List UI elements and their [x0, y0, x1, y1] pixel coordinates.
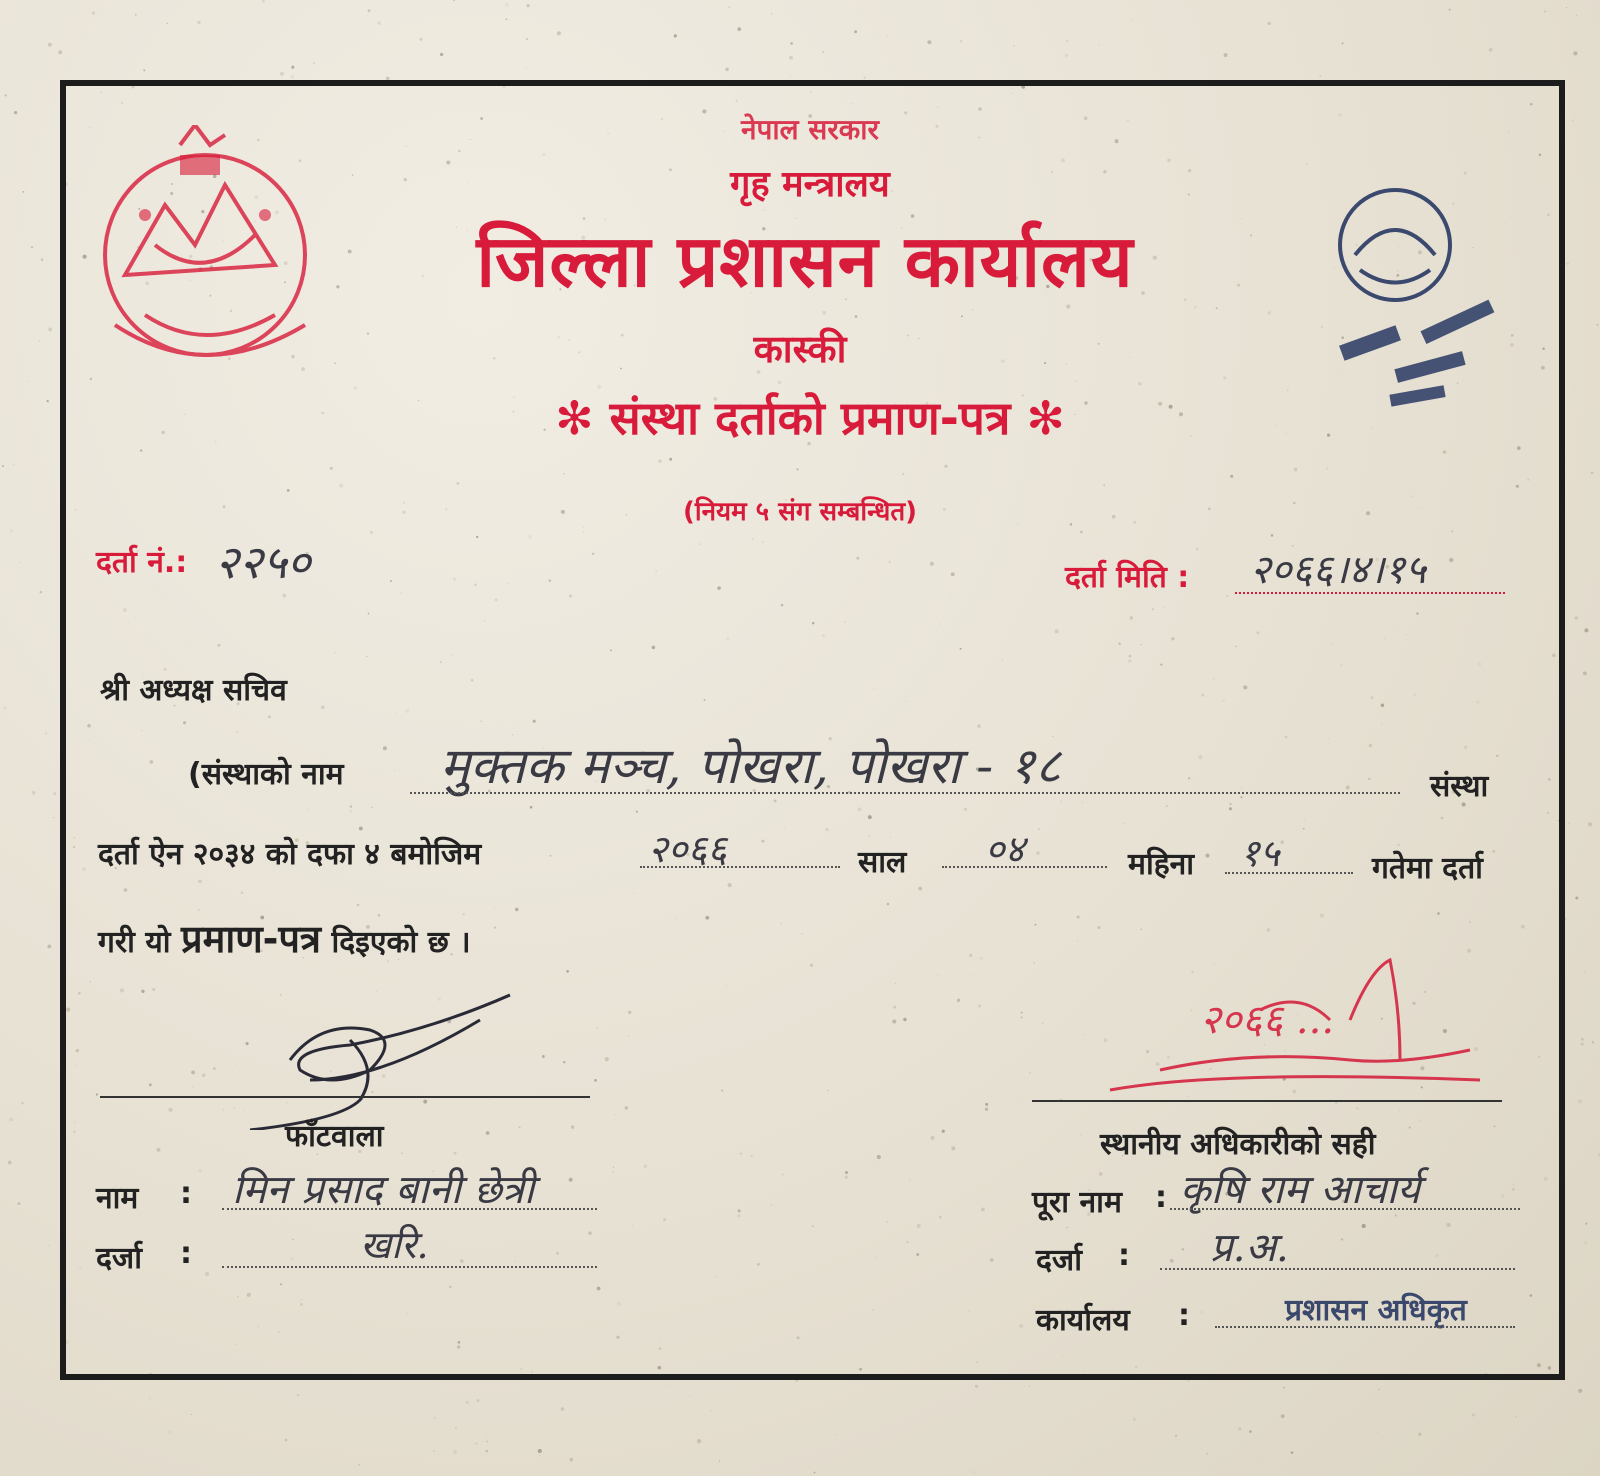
day-dots	[1225, 872, 1353, 874]
paper-speck	[455, 1427, 457, 1429]
right-name-dots	[1170, 1208, 1520, 1210]
left-rank-dots	[222, 1266, 597, 1268]
registration-date-label: दर्ता मिति :	[1065, 560, 1190, 595]
paper-speck	[1489, 48, 1493, 52]
paper-speck	[135, 14, 137, 16]
paper-speck	[23, 191, 25, 193]
paper-speck	[1188, 1380, 1189, 1381]
paper-speck	[539, 1455, 540, 1456]
paper-speck	[1206, 1452, 1208, 1454]
paper-speck	[1578, 1389, 1582, 1393]
right-rank-colon: :	[1118, 1238, 1130, 1273]
paper-speck	[475, 1442, 477, 1444]
paper-speck	[45, 732, 47, 734]
paper-speck	[466, 1401, 469, 1404]
paper-speck	[485, 1450, 488, 1453]
paper-speck	[960, 40, 963, 43]
paper-speck	[1319, 75, 1321, 77]
paper-speck	[1584, 1241, 1588, 1245]
closing-line	[98, 912, 471, 964]
paper-speck	[453, 1450, 457, 1454]
paper-speck	[1131, 19, 1132, 20]
paper-speck	[291, 66, 294, 69]
paper-speck	[105, 1458, 106, 1459]
paper-speck	[453, 0, 455, 1]
closing-bold: प्रमाण-पत्र	[181, 917, 321, 961]
paper-speck	[1342, 42, 1344, 44]
registration-date-underline	[1235, 592, 1505, 594]
paper-speck	[38, 340, 40, 342]
paper-speck	[41, 258, 44, 261]
paper-speck	[863, 76, 865, 78]
paper-speck	[197, 21, 200, 24]
paper-speck	[1544, 10, 1546, 12]
paper-speck	[20, 562, 21, 563]
paper-speck	[1224, 53, 1228, 57]
paper-speck	[538, 1449, 542, 1453]
district-label: कास्की	[753, 327, 847, 371]
left-rank-label: दर्जा	[96, 1241, 142, 1276]
paper-speck	[440, 53, 443, 56]
paper-speck	[790, 76, 792, 78]
paper-speck	[1472, 1413, 1475, 1416]
paper-speck	[570, 1458, 573, 1461]
paper-speck	[858, 1436, 859, 1437]
closing-prefix: गरी यो	[98, 925, 171, 960]
paper-speck	[1572, 119, 1574, 121]
paper-speck	[1591, 471, 1594, 474]
paper-speck	[1133, 1418, 1136, 1421]
paper-speck	[313, 62, 315, 64]
paper-speck	[47, 945, 51, 949]
paper-speck	[47, 400, 49, 402]
registration-number-label: दर्ता नं.:	[96, 545, 188, 580]
org-name-value: मुक्तक मञ्च, पोखरा, पोखरा - १८	[440, 737, 1062, 795]
paper-speck	[48, 43, 52, 47]
paper-speck	[9, 1118, 13, 1122]
right-signature-line	[1032, 1100, 1502, 1102]
certificate-title-text: संस्था दर्ताको प्रमाण-पत्र	[609, 391, 1011, 445]
right-rank-value: प्र.अ.	[1210, 1225, 1289, 1271]
paper-speck	[1291, 1451, 1294, 1454]
right-office-value: प्रशासन अधिकृत	[1285, 1293, 1467, 1328]
paper-speck	[433, 1451, 434, 1452]
paper-speck	[557, 31, 561, 35]
paper-speck	[1238, 1427, 1241, 1430]
paper-speck	[972, 1471, 975, 1474]
paper-speck	[1592, 1041, 1595, 1044]
org-suffix: संस्था	[1430, 769, 1489, 804]
paper-speck	[710, 1410, 711, 1411]
paper-speck	[487, 1436, 489, 1438]
paper-speck	[233, 1435, 234, 1436]
nepal-emblem-icon	[85, 125, 325, 375]
paper-speck	[1585, 1223, 1587, 1225]
right-signature-date: २०६६ ...	[1200, 997, 1335, 1043]
paper-speck	[1065, 54, 1068, 57]
flower-icon: ✻	[1026, 391, 1065, 445]
paper-speck	[725, 68, 729, 72]
paper-speck	[191, 1414, 192, 1415]
paper-speck	[143, 69, 145, 71]
salutation: श्री अध्यक्ष सचिव	[100, 673, 287, 708]
paper-speck	[674, 34, 677, 37]
day-value: १५	[1240, 831, 1280, 875]
paper-speck	[297, 1394, 299, 1396]
paper-speck	[1175, 1434, 1177, 1436]
paper-speck	[5, 94, 7, 96]
paper-speck	[285, 1439, 288, 1442]
paper-speck	[836, 1434, 838, 1436]
paper-speck	[167, 23, 168, 24]
left-signature-line	[100, 1096, 590, 1098]
paper-speck	[1581, 1043, 1584, 1046]
paper-speck	[1029, 1386, 1030, 1387]
right-office-label: कार्यालय	[1036, 1303, 1130, 1338]
paper-speck	[48, 327, 52, 331]
day-label: गतेमा दर्ता	[1372, 851, 1483, 886]
left-signature	[230, 990, 530, 1130]
org-name-label: (संस्थाको नाम	[188, 757, 344, 792]
paper-speck	[53, 792, 56, 795]
right-rank-label: दर्जा	[1036, 1243, 1082, 1278]
paper-speck	[10, 530, 13, 533]
paper-speck	[1098, 44, 1099, 45]
paper-speck	[1597, 21, 1598, 22]
registration-number-value: २२५०	[215, 535, 311, 589]
paper-speck	[419, 38, 422, 41]
paper-speck	[26, 380, 28, 382]
paper-speck	[1566, 7, 1567, 8]
certificate-title	[400, 386, 1220, 448]
registration-date-value: २०६६।४।१५	[1250, 547, 1426, 593]
left-name-colon: :	[180, 1176, 192, 1211]
paper-speck	[1575, 896, 1578, 899]
paper-speck	[669, 1384, 670, 1385]
paper-speck	[1584, 972, 1585, 973]
right-name-label: पूरा नाम	[1032, 1185, 1122, 1220]
closing-suffix: दिइएको छ ।	[331, 925, 471, 960]
paper-speck	[719, 1461, 720, 1462]
paper-speck	[1449, 9, 1451, 11]
paper-speck	[434, 1417, 436, 1419]
right-office-dots	[1215, 1326, 1515, 1328]
paper-speck	[1573, 51, 1577, 55]
paper-speck	[358, 1464, 360, 1466]
left-rank-value: खरि.	[360, 1223, 429, 1267]
paper-speck	[561, 1407, 565, 1411]
ministry-label: गृह मन्त्रालय	[730, 164, 890, 205]
paper-speck	[368, 9, 371, 12]
paper-speck	[728, 6, 730, 8]
paper-speck	[280, 72, 284, 76]
paper-speck	[815, 1458, 816, 1459]
left-name-dots	[222, 1208, 597, 1210]
paper-speck	[1047, 11, 1048, 12]
paper-speck	[690, 1395, 691, 1396]
paper-speck	[262, 0, 265, 3]
paper-speck	[814, 1472, 816, 1474]
paper-speck	[1574, 390, 1575, 391]
right-office-colon: :	[1178, 1298, 1190, 1333]
paper-speck	[40, 591, 43, 594]
paper-speck	[685, 57, 686, 58]
paper-speck	[1418, 1433, 1421, 1436]
paper-speck	[8, 1161, 12, 1165]
paper-speck	[1283, 1387, 1285, 1389]
paper-speck	[975, 1385, 978, 1388]
paper-speck	[92, 11, 95, 14]
paper-speck	[1581, 1038, 1584, 1041]
paper-speck	[707, 20, 708, 21]
year-value: २०६६	[648, 827, 728, 871]
office-title: जिल्ला प्रशासन कार्यालय	[476, 219, 1134, 303]
rule-note: (नियम ५ संग सम्बन्धित)	[682, 497, 918, 527]
paper-speck	[697, 1439, 701, 1443]
paper-speck	[1268, 22, 1271, 25]
org-name-dots	[410, 792, 1400, 794]
month-value: ०४	[985, 827, 1025, 871]
paper-speck	[377, 21, 380, 24]
paper-speck	[1568, 823, 1569, 824]
flower-icon: ✻	[555, 391, 594, 445]
paper-speck	[30, 1467, 31, 1468]
paper-speck	[477, 1399, 480, 1402]
paper-speck	[58, 50, 62, 54]
month-dots	[942, 866, 1107, 868]
right-role: स्थानीय अधिकारीको सही	[1100, 1127, 1376, 1162]
paper-speck	[31, 246, 33, 248]
paper-speck	[1066, 40, 1068, 42]
paper-speck	[1515, 1416, 1517, 1418]
paper-speck	[506, 18, 508, 20]
paper-speck	[168, 1431, 171, 1434]
act-text: दर्ता ऐन २०३४ को दफा ४ बमोजिम	[98, 837, 482, 872]
paper-speck	[2, 465, 4, 467]
paper-speck	[14, 111, 17, 114]
left-rank-colon: :	[180, 1236, 192, 1271]
paper-speck	[1259, 1463, 1260, 1464]
paper-speck	[49, 1245, 50, 1246]
paper-speck	[525, 67, 526, 68]
month-label: महिना	[1128, 847, 1195, 882]
paper-speck	[170, 1399, 171, 1400]
left-role: फाँटवाला	[285, 1119, 384, 1154]
paper-speck	[291, 75, 295, 79]
paper-speck	[1249, 1430, 1252, 1433]
paper-speck	[1583, 672, 1587, 676]
paper-speck	[1584, 628, 1588, 632]
paper-speck	[1567, 262, 1569, 264]
paper-speck	[927, 40, 931, 44]
paper-speck	[4, 707, 6, 709]
paper-speck	[1014, 45, 1015, 46]
paper-speck	[17, 1202, 20, 1205]
paper-speck	[1575, 616, 1579, 620]
right-name-value: कृषि राम आचार्य	[1180, 1167, 1421, 1213]
paper-speck	[1281, 1414, 1285, 1418]
year-dots	[640, 866, 840, 868]
paper-speck	[1576, 917, 1577, 918]
paper-speck	[505, 3, 509, 7]
paper-speck	[771, 13, 772, 14]
paper-speck	[806, 1412, 807, 1413]
paper-speck	[526, 4, 529, 7]
paper-speck	[785, 1397, 786, 1398]
paper-speck	[790, 42, 793, 45]
office-seal-icon	[1320, 185, 1545, 425]
left-name-label: नाम	[96, 1181, 139, 1216]
paper-speck	[53, 817, 54, 818]
left-name-value: मिन प्रसाद बानी छेत्री	[232, 1167, 535, 1213]
paper-speck	[1576, 15, 1577, 16]
paper-speck	[1378, 1389, 1379, 1390]
paper-speck	[854, 30, 857, 33]
paper-speck	[849, 1381, 850, 1382]
paper-speck	[950, 57, 951, 58]
paper-speck	[149, 1397, 150, 1398]
paper-speck	[21, 1102, 23, 1104]
right-signature	[1100, 950, 1500, 1110]
paper-speck	[789, 56, 793, 60]
paper-speck	[1578, 1099, 1582, 1103]
paper-speck	[737, 27, 741, 31]
paper-speck	[1377, 1432, 1378, 1433]
right-rank-dots	[1160, 1268, 1515, 1270]
paper-speck	[526, 38, 528, 40]
government-label: नेपाल सरकार	[740, 113, 880, 146]
right-name-colon: :	[1155, 1180, 1167, 1215]
paper-speck	[1596, 324, 1598, 326]
paper-speck	[13, 464, 14, 465]
paper-speck	[1588, 822, 1592, 826]
paper-speck	[822, 51, 824, 53]
paper-speck	[486, 1441, 488, 1443]
paper-speck	[32, 791, 36, 795]
paper-speck	[886, 35, 888, 37]
year-label: साल	[858, 845, 907, 880]
